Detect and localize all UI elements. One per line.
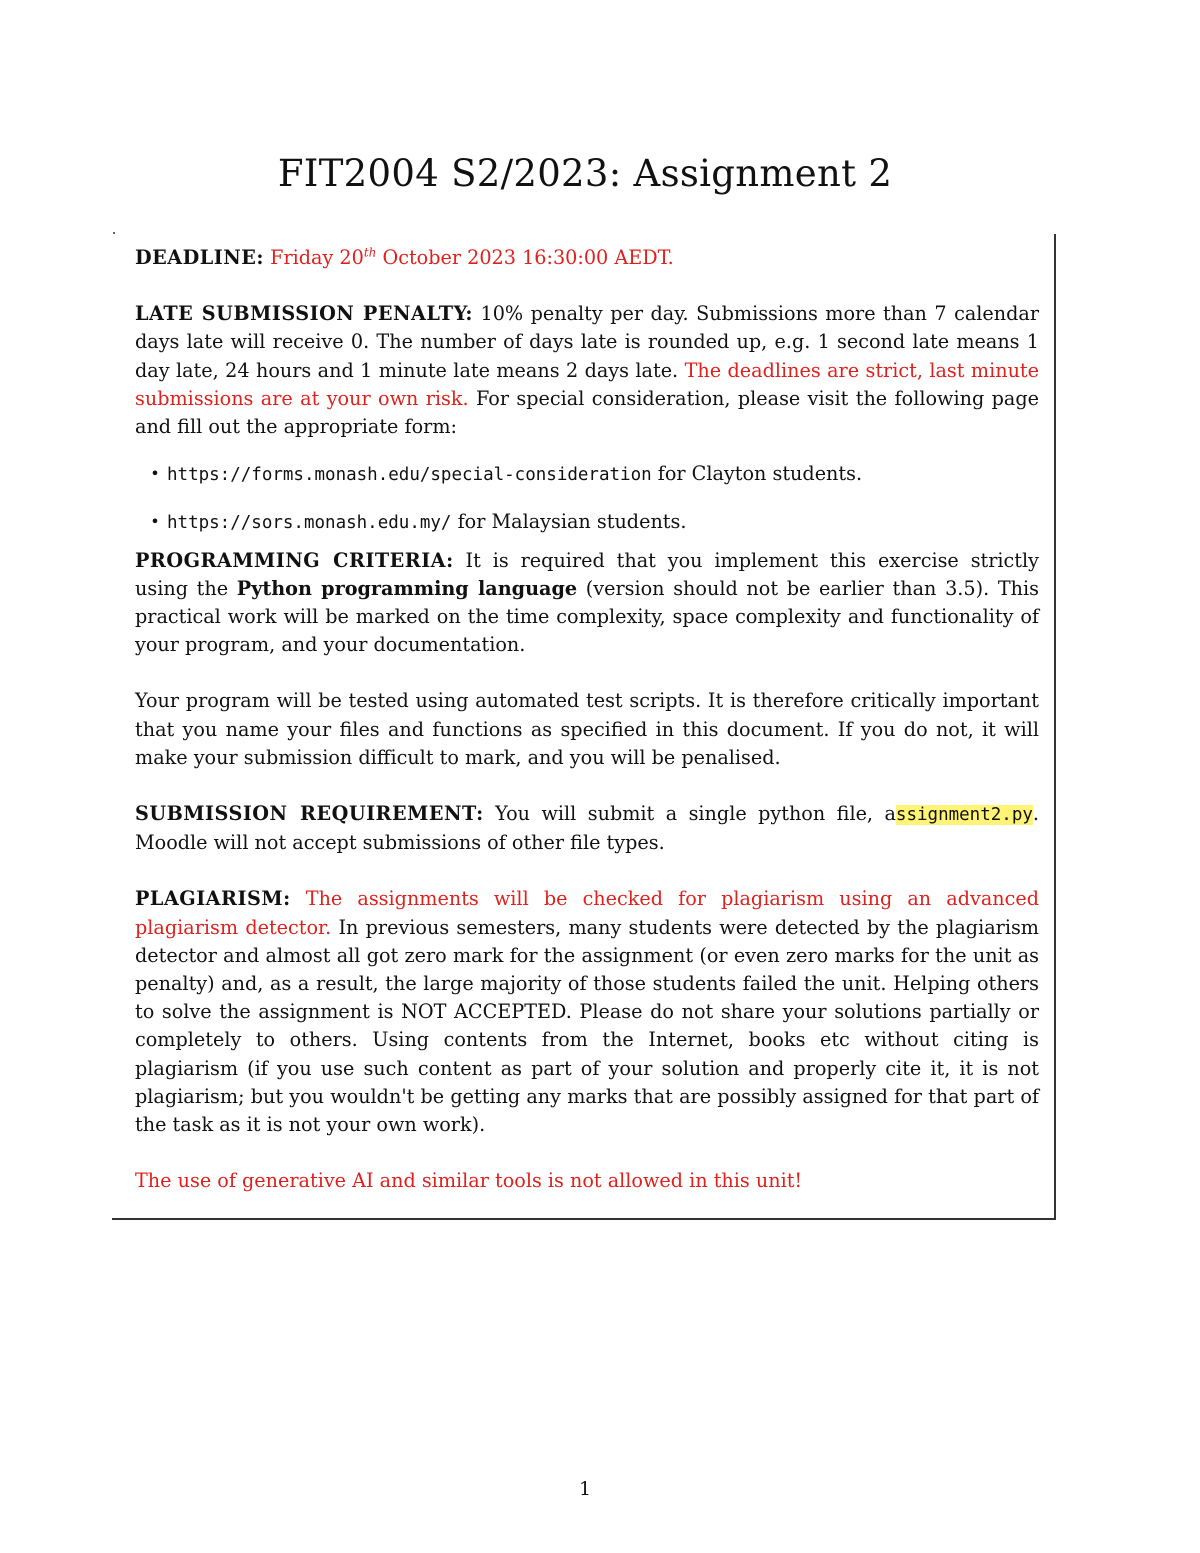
malaysia-link[interactable]: https://sors.monash.edu.my/ (167, 513, 452, 534)
late-penalty-after: For special consideration, please visit the following page and fill out the appropriate form: (135, 386, 1039, 439)
submission-filename-rest: ssignment2.py (895, 805, 1033, 826)
deadline-day: Friday 20 (270, 246, 364, 269)
submission-paragraph (135, 800, 1039, 857)
programming-criteria-paragraph (135, 547, 1039, 660)
plagiarism-text: In previous semesters, many students were detected by the plagiarism detector and almost all got zero mark for the assignment (or even zero marks for the unit as penalty) and, as a result, the large majority of those students failed the unit. Helping others to solve the assignment is NOT ACCEPTED. Please do not share your solutions partially or completely to others. Using contents from the Internet, books etc without citing is plagiarism (if you use such content as part of your solution and properly cite it, it is not plagiarism; but you wouldn't be getting any marks that are possibly assigned for that part of the task as it is not your own work). (135, 915, 1039, 1137)
programming-criteria-text-before: It is required that you implement this exercise strictly using the (135, 548, 1039, 600)
page-number: 1 (578, 1478, 592, 1500)
deadline-label: DEADLINE: (135, 246, 265, 269)
testing-paragraph: Your program will be tested using automated test scripts. It is therefore critically important that you name your files and functions as specified in this document. If you do not, it will make your submission difficult to mark, and you will be penalised. (135, 689, 1039, 769)
plagiarism-label: PLAGIARISM: (135, 887, 291, 911)
programming-language: Python programming language (236, 576, 578, 600)
notice-content (135, 244, 1039, 1195)
special-consideration-links (135, 460, 1039, 537)
deadline-day-suffix: th (363, 245, 377, 260)
clayton-link[interactable]: https://forms.monash.edu/special-consideration (167, 465, 652, 486)
deadline-paragraph (135, 244, 1039, 272)
programming-criteria-text-after: (version should not be earlier than 3.5). This practical work will be marked on the time complexity, space complexity and functionality of your program, and your documentation. (135, 576, 1039, 657)
malaysia-link-suffix: for Malaysian students. (451, 510, 687, 534)
plagiarism-paragraph (135, 885, 1039, 1139)
submission-filename-a: a (884, 802, 896, 826)
deadline-date-text: October 2023 16:30:00 AEDT. (376, 246, 674, 269)
plagiarism-warning: The assignments will be checked for plagiarism using an advanced plagiarism detector. (135, 887, 1039, 939)
submission-text-before: You will submit a single python file, (483, 802, 885, 826)
late-penalty-label: LATE SUBMISSION PENALTY: (135, 302, 473, 326)
submission-label: SUBMISSION REQUIREMENT: (135, 802, 484, 826)
list-item (135, 460, 1039, 489)
submission-filename (884, 802, 1032, 825)
bullet-icon: • (150, 512, 160, 532)
late-penalty-text: 10% penalty per day. Submissions more than 7 calendar days late will receive 0. The number of days late is rounded up, e.g. 1 second late means 1 day late, 24 hours and 1 minute late means 2 days late. (135, 302, 1039, 382)
deadline-date (270, 246, 674, 269)
ai-notice: The use of generative AI and similar tools is not allowed in this unit! (135, 1169, 803, 1193)
late-penalty-paragraph (135, 300, 1039, 441)
clayton-link-suffix: for Clayton students. (651, 462, 863, 486)
submission-text-after: . Moodle will not accept submissions of other file types. (135, 802, 1039, 855)
list-item (135, 508, 1039, 537)
late-penalty-warning: The deadlines are strict, last minute submissions are at your own risk. (135, 358, 1039, 410)
page-title: FIT2004 S2/2023: Assignment 2 (277, 152, 893, 195)
bullet-icon: • (150, 464, 160, 484)
programming-criteria-label: PROGRAMMING CRITERIA: (135, 548, 454, 572)
